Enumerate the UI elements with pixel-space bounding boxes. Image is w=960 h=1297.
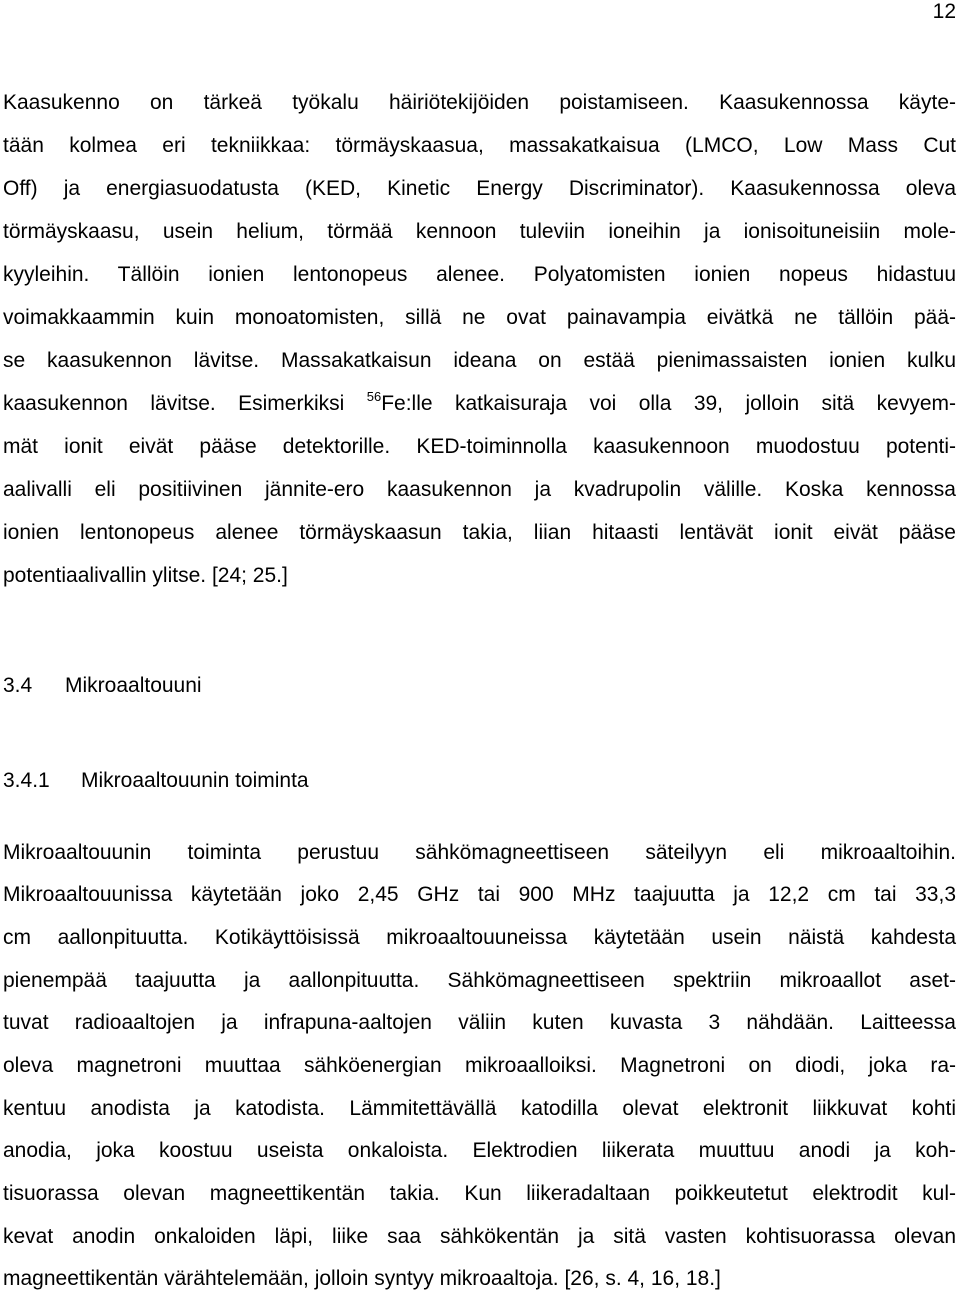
section-heading bbox=[3, 674, 202, 698]
section-number: 3.4 bbox=[3, 674, 33, 697]
text-line: törmäyskaasu, usein helium, törmää kennoon tuleviin ioneihin ja ionisoituneisiin mole- bbox=[3, 220, 956, 243]
text-line: kyyleihin. Tällöin ionien lentonopeus alenee. Polyatomisten ionien nopeus hidastuu bbox=[3, 263, 956, 286]
text-line: aalivalli eli positiivinen jännite-ero kaasukennon ja kvadrupolin välille. Koska kennossa bbox=[3, 478, 956, 501]
text-line: magneettikentän värähtelemään, jolloin syntyy mikroaaltoja. [26, s. 4, 16, 18.] bbox=[3, 1267, 721, 1290]
text-line: Mikroaaltouunin toiminta perustuu sähkömagneettiseen säteilyyn eli mikroaaltoihin. bbox=[3, 841, 956, 864]
text-line: ionien lentonopeus alenee törmäyskaasun takia, liian hitaasti lentävät ionit eivät pääse bbox=[3, 521, 956, 544]
text-line: anodia, joka koostuu useista onkaloista. Elektrodien liikerata muuttuu anodi ja koh- bbox=[3, 1139, 956, 1162]
text-line: Mikroaaltouunissa käytetään joko 2,45 GHz tai 900 MHz taajuutta ja 12,2 cm tai 33,3 bbox=[3, 883, 956, 906]
text-line: tuvat radioaaltojen ja infrapuna-aaltojen väliin kuten kuvasta 3 nähdään. Laitteessa bbox=[3, 1011, 956, 1034]
subsection-heading bbox=[3, 769, 309, 793]
text-line: oleva magnetroni muuttaa sähköenergian mikroaalloiksi. Magnetroni on diodi, joka ra- bbox=[3, 1054, 956, 1077]
text-fragment: kaasukennon lävitse. Esimerkiksi bbox=[3, 392, 367, 415]
text-line: tään kolmea eri tekniikkaa: törmäyskaasua, massakatkaisua (LMCO, Low Mass Cut bbox=[3, 134, 956, 157]
text-line: se kaasukennon lävitse. Massakatkaisun ideana on estää pienimassaisten ionien kulku bbox=[3, 349, 956, 372]
text-line: mät ionit eivät pääse detektorille. KED-toiminnolla kaasukennoon muodostuu potenti- bbox=[3, 435, 956, 458]
text-line: voimakkaammin kuin monoatomisten, sillä ne ovat painavampia eivätkä ne tällöin pää- bbox=[3, 306, 956, 329]
text-line: potentiaalivallin ylitse. [24; 25.] bbox=[3, 564, 288, 587]
text-fragment: Fe:lle katkaisuraja voi olla 39, jolloin sitä kevyem- bbox=[381, 392, 957, 415]
text-line-with-superscript bbox=[3, 389, 957, 416]
text-line: pienempää taajuutta ja aallonpituutta. Sähkömagneettiseen spektriin mikroaallot aset- bbox=[3, 969, 956, 992]
text-line: cm aallonpituutta. Kotikäyttöisissä mikroaaltouuneissa käytetään usein näistä kahdesta bbox=[3, 926, 956, 949]
text-line: kevat anodin onkaloiden läpi, liike saa sähkökentän ja sitä vasten kohtisuorassa olevan bbox=[3, 1225, 956, 1248]
section-title: Mikroaaltouuni bbox=[65, 674, 202, 697]
text-line: kentuu anodista ja katodista. Lämmitettävällä katodilla olevat elektronit liikkuvat kohti bbox=[3, 1097, 956, 1120]
subsection-title: Mikroaaltouunin toiminta bbox=[81, 769, 309, 792]
text-line: tisuorassa olevan magneettikentän takia. Kun liikeradaltaan poikkeutetut elektrodit kul- bbox=[3, 1182, 956, 1205]
isotope-superscript: 56 bbox=[366, 389, 382, 404]
page-number: 12 bbox=[932, 0, 956, 23]
text-line: Off) ja energiasuodatusta (KED, Kinetic Energy Discriminator). Kaasukennossa oleva bbox=[3, 177, 956, 200]
text-line: Kaasukenno on tärkeä työkalu häiriötekijöiden poistamiseen. Kaasukennossa käyte- bbox=[3, 91, 956, 114]
subsection-number: 3.4.1 bbox=[3, 769, 50, 792]
